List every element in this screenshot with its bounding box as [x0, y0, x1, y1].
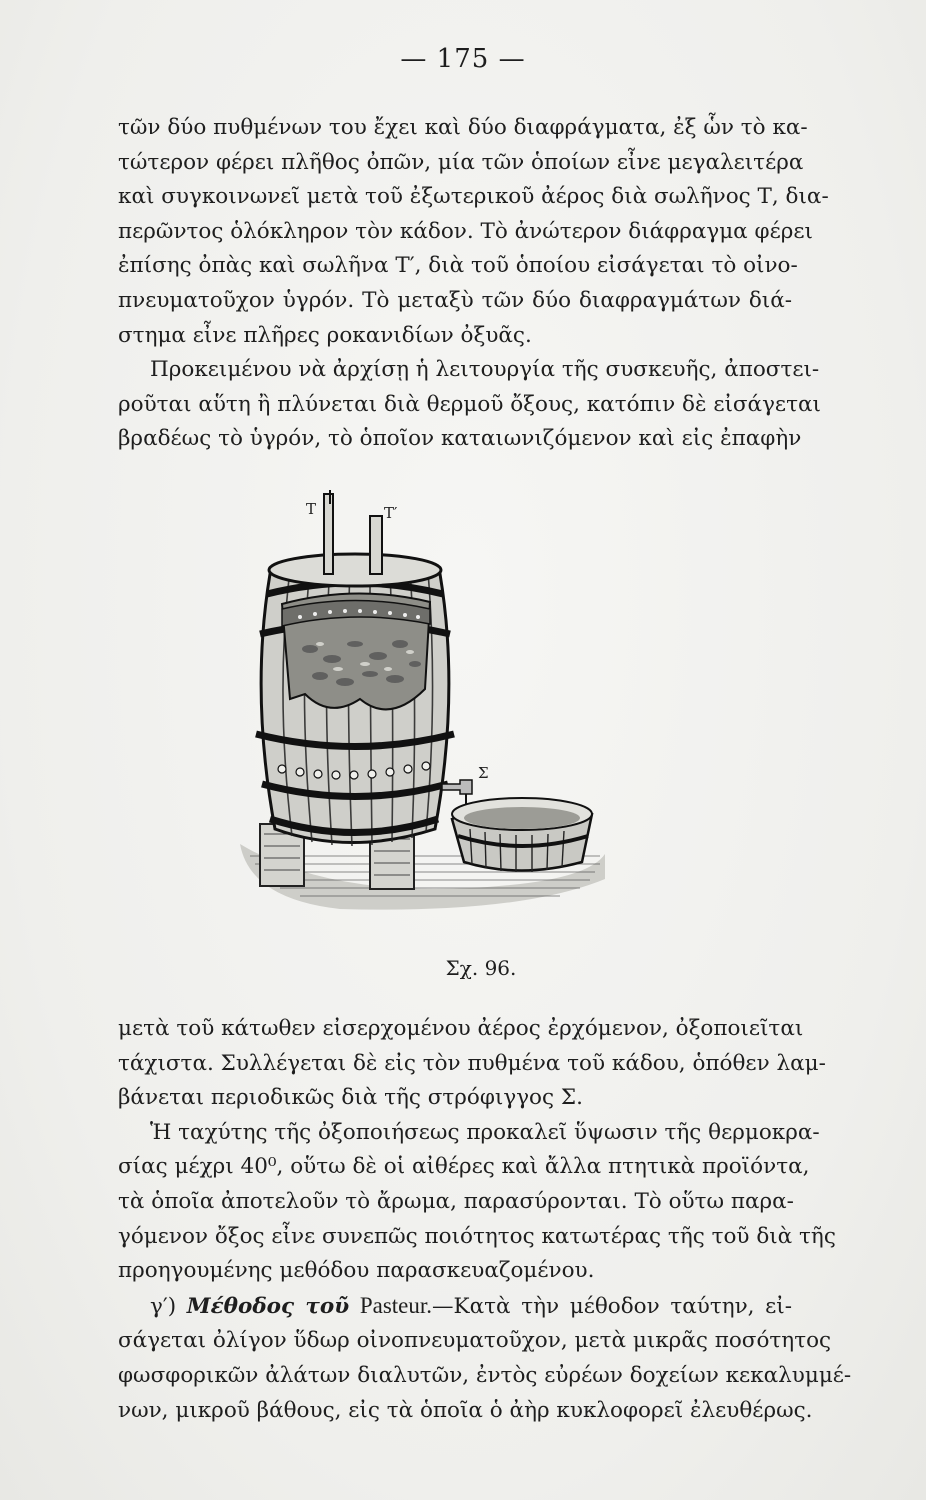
text-line: φωσφορικῶν ἀλάτων διαλυτῶν, ἐντὸς εὐρέων δοχείων κεκαλυμμέ-: [118, 1362, 852, 1388]
text-line: Προκειμένου νὰ ἀρχίσῃ ἡ λειτουργία τῆς συσκευῆς, ἀποστει-: [150, 357, 820, 383]
text-line: τὰ ὁποῖα ἀποτελοῦν τὸ ἄρωμα, παρασύρονται. Τὸ οὕτω παρα-: [118, 1188, 794, 1214]
text-line: στημα εἶνε πλῆρες ροκανιδίων ὀξυᾶς.: [118, 322, 532, 348]
spigot-sigma-label: Σ: [478, 764, 489, 782]
section-heading: Μέθοδος τοῦ: [186, 1293, 350, 1319]
text-line: καὶ συγκοινωνεῖ μετὰ τοῦ ἐξωτερικοῦ ἀέρος διὰ σωλῆνος Τ, δια-: [118, 184, 829, 210]
tube-t-prime-label: T′: [384, 504, 398, 522]
barrel-illustration: [220, 484, 610, 916]
pasteur-heading-line: [118, 1289, 792, 1325]
text-line: περῶντος ὁλόκληρον τὸν κάδον. Τὸ ἀνώτερον διάφραγμα φέρει: [118, 218, 813, 244]
text-line: νων, μικροῦ βάθους, εἰς τὰ ὁποῖα ὁ ἀὴρ κυκλοφορεῖ ἐλευθέρως.: [118, 1397, 813, 1423]
figure-caption: Σχ. 96.: [445, 956, 517, 980]
text-line: προηγουμένης μεθόδου παρασκευαζομένου.: [118, 1258, 595, 1284]
text-line: γόμενον ὄξος εἶνε συνεπῶς ποιότητος κατωτέρας τῆς τοῦ διὰ τῆς: [118, 1223, 836, 1249]
text-line: βραδέως τὸ ὑγρόν, τὸ ὁποῖον καταιωνιζόμενον καὶ εἰς ἐπαφὴν: [118, 426, 802, 452]
pasteur-name: Pasteur.: [359, 1292, 433, 1318]
text-line: σίας μέχρι 40⁰, οὕτω δὲ οἱ αἰθέρες καὶ ἄλλα πτητικὰ προϊόντα,: [118, 1154, 810, 1180]
text-line: τῶν δύο πυθμένων του ἔχει καὶ δύο διαφράγματα, ἐξ ὧν τὸ κα-: [118, 115, 808, 140]
text-line: τώτερον φέρει πλῆθος ὀπῶν, μία τῶν ὁποίων εἶνε μεγαλειτέρα: [118, 149, 804, 175]
section-prefix: γ′): [150, 1293, 187, 1319]
pasteur-line-rest: —Κατὰ τὴν μέθοδον ταύτην, εἰ-: [432, 1293, 792, 1319]
lower-text-block: [118, 1012, 852, 1428]
text-line: Ἡ ταχύτης τῆς ὀξοποιήσεως προκαλεῖ ὕψωσιν τῆς θερμοκρα-: [150, 1119, 820, 1145]
upper-text-block: [118, 111, 829, 457]
text-line: ἐπίσης ὀπὰς καὶ σωλῆνα Τ′, διὰ τοῦ ὁποίου εἰσάγεται τὸ οἰνο-: [118, 253, 798, 279]
text-line: μετὰ τοῦ κάτωθεν εἰσερχομένου ἀέρος ἐρχόμενον, ὀξοποιεῖται: [118, 1016, 804, 1041]
text-line: πνευματοῦχον ὑγρόν. Τὸ μεταξὺ τῶν δύο διαφραγμάτων διά-: [118, 287, 792, 313]
page-number: — 175 —: [400, 44, 526, 74]
text-line: βάνεται περιοδικῶς διὰ τῆς στρόφιγγος Σ.: [118, 1085, 583, 1111]
tube-t-label: T: [306, 500, 317, 518]
text-line: τάχιστα. Συλλέγεται δὲ εἰς τὸν πυθμένα τοῦ κάδου, ὁπόθεν λαμ-: [118, 1050, 826, 1076]
text-line: ροῦται αὕτη ἢ πλύνεται διὰ θερμοῦ ὄξους, κατόπιν δὲ εἰσάγεται: [118, 391, 821, 417]
text-line: σάγεται ὀλίγον ὕδωρ οἰνοπνευματοῦχον, μετὰ μικρᾶς ποσότητος: [118, 1328, 832, 1354]
